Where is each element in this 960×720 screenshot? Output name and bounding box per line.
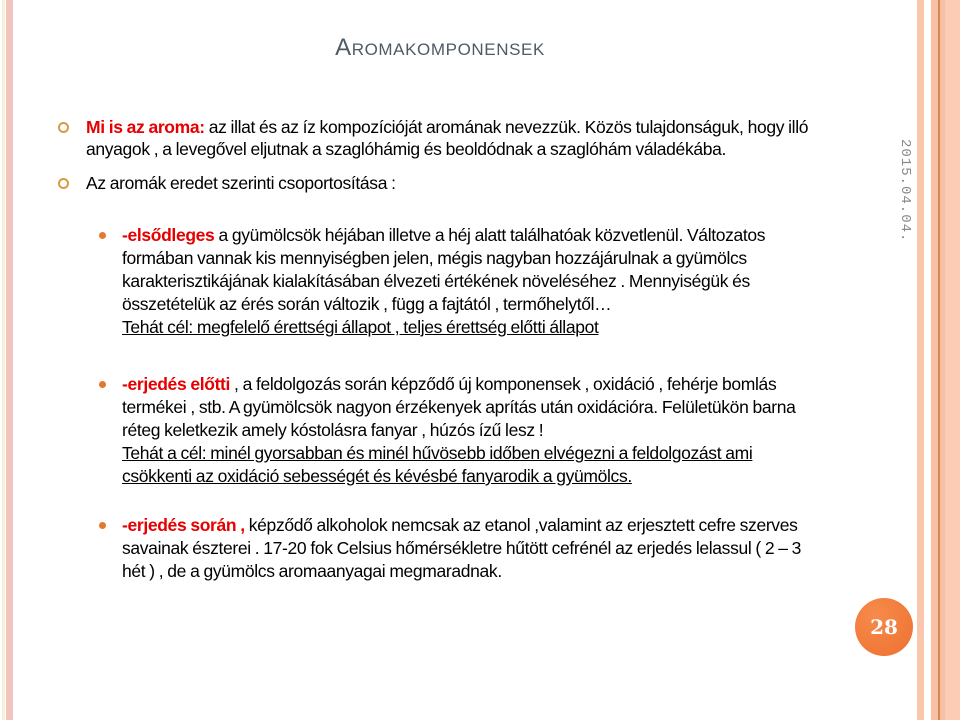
left-border-stripe-cream xyxy=(2,0,5,720)
sub-bullet-lead: -erjedés során , xyxy=(122,515,245,535)
bullet-body: Az aromák eredet szerinti csoportosítása : xyxy=(86,173,396,193)
bullet-text xyxy=(86,116,816,160)
sub-bullet-item-primary xyxy=(97,224,820,339)
sub-bullet-lead: -elsődleges xyxy=(122,225,215,245)
sub-bullet-item-before-fermentation xyxy=(97,373,820,488)
bullet-item-aroma-definition xyxy=(56,116,820,160)
left-border-stripe-rose xyxy=(6,0,13,720)
page-number: 28 xyxy=(870,615,898,639)
sub-bullet-lead: -erjedés előtti xyxy=(122,374,231,394)
bullet-text xyxy=(86,172,816,194)
sub-bullet-underlined-conclusion: Tehát cél: megfelelő érettségi állapot , teljes érettség előtti állapot xyxy=(122,317,599,337)
dot-bullet-icon xyxy=(97,373,122,396)
date-sidebar: 2015.04.04. xyxy=(897,139,913,243)
hollow-circle-bullet-icon xyxy=(56,172,86,194)
hollow-circle-bullet-icon xyxy=(56,116,86,138)
page-number-badge xyxy=(855,598,913,656)
sub-bullet-body: a gyümölcsök héjában illetve a héj alatt találhatóak közvetlenül. Változatos formában vannak kis mennyiségben jelen, mégis nagyban hozzájárulnak a gyümölcs karakterisztikájának kialakításában élvezeti értékének növeléséhez . Mennyiségük és összetételük az érés során változik , függ a fajtától , termőhelytől… xyxy=(122,225,766,314)
sub-bullet-body: képződő alkoholok nemcsak az etanol ,valamint az erjesztett cefre szerves savainak észterei . 17-20 fok Celsius hőmérsékletre hűtött cefrénél az erjedés lelassul ( 2 – 3 hét ) , de a gyümölcs aromaanyagai megmaradnak. xyxy=(122,515,802,581)
bullet-lead: Mi is az aroma: xyxy=(86,117,205,137)
right-border-stripe-4 xyxy=(945,0,960,720)
dot-bullet-icon xyxy=(97,514,122,537)
bullet-body: az illat és az íz kompozícióját aromának nevezzük. Közös tulajdonságuk, hogy illó anyagok , a levegővel eljutnak a szaglóhámig és beoldódnak a szaglóhám váladékába. xyxy=(86,117,809,159)
sub-bullet-underlined-conclusion: Tehát a cél: minél gyorsabban és minél hűvösebb időben elvégezni a feldolgozást ami csökkenti az oxidáció sebességét és kévésbé fanyarodik a gyümölcs. xyxy=(122,443,753,486)
sub-bullet-text xyxy=(122,373,820,488)
right-border-stripe-2 xyxy=(931,0,938,720)
dot-bullet-icon xyxy=(97,224,122,247)
sub-bullet-text xyxy=(122,224,820,339)
sub-bullet-item-during-fermentation xyxy=(97,514,820,583)
slide-title: Aromakomponensek xyxy=(335,34,545,61)
sub-bullet-text xyxy=(122,514,820,583)
right-border-stripe-1 xyxy=(917,0,924,720)
bullet-item-grouping xyxy=(56,172,820,194)
slide-body xyxy=(56,116,820,583)
sub-bullet-body: , a feldolgozás során képződő új komponensek , oxidáció , fehérje bomlás termékei , stb. A gyümölcsök nagyon érzékenyek aprítás után oxidációra. Felületükön barna réteg keletkezik amely kóstolásra fanyar , húzós ízű lesz ! xyxy=(122,374,796,440)
